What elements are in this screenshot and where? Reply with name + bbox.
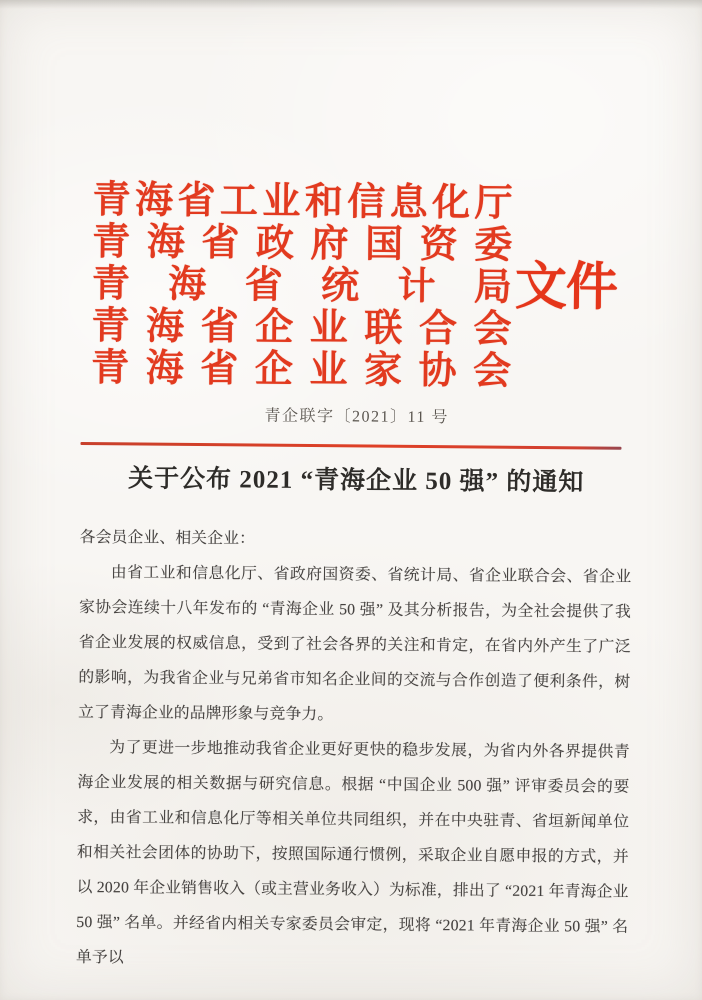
issuing-org-line-3: 青海省统计局 bbox=[91, 263, 513, 309]
letterhead bbox=[91, 179, 513, 393]
body-paragraph-2: 为了更进一步地推动我省企业更好更快的稳步发展，为省内外各界提供青海企业发展的相关数据与研究信息。根据 “中国企业 500 强” 评审委员会的要求，由省工业和信息化厅等相关单位共同组织，并在中央驻青、省垣新闻单位和相关社会团体的协助下，按照国际通行惯例，采取企业自愿申报的方式，并以 2020 年企业销售收入（或主营业务收入）为标准，排出了 “2021 年青海企业 50 强” 名单。并经省内相关专家委员会审定，现将 “2021 年青海企业 50 强” 名单予以 bbox=[75, 739, 630, 967]
red-divider-line bbox=[80, 442, 621, 450]
salutation: 各会员企业、相关企业： bbox=[79, 528, 256, 548]
document-body bbox=[76, 520, 632, 980]
body-paragraph-1: 由省工业和信息化厅、省政府国资委、省统计局、省企业联合会、省企业家协会连续十八年发布的 “青海企业 50 强” 及其分析报告，为全社会提供了我省企业发展的权威信息，受到了社会各界的关注和肯定，在省内外产生了广泛的影响，为我省企业与兄弟省市知名企业间的交流与合作创造了便利条件，树立了青海企业的品牌形象与竞争力。 bbox=[78, 564, 632, 724]
issuing-org-line-5: 青海省企业家协会 bbox=[90, 347, 512, 393]
document-number: 青企联字〔2021〕11 号 bbox=[264, 407, 450, 427]
issuing-org-line-2: 青海省政府国资委 bbox=[92, 221, 513, 267]
issuing-org-line-1: 青海省工业和信息化厅 bbox=[92, 179, 513, 225]
issuing-org-line-4: 青海省企业联合会 bbox=[91, 305, 512, 351]
document-type-label: 文件 bbox=[514, 258, 618, 317]
document-title: 关于公布 2021 “青海企业 50 强” 的通知 bbox=[127, 465, 585, 497]
